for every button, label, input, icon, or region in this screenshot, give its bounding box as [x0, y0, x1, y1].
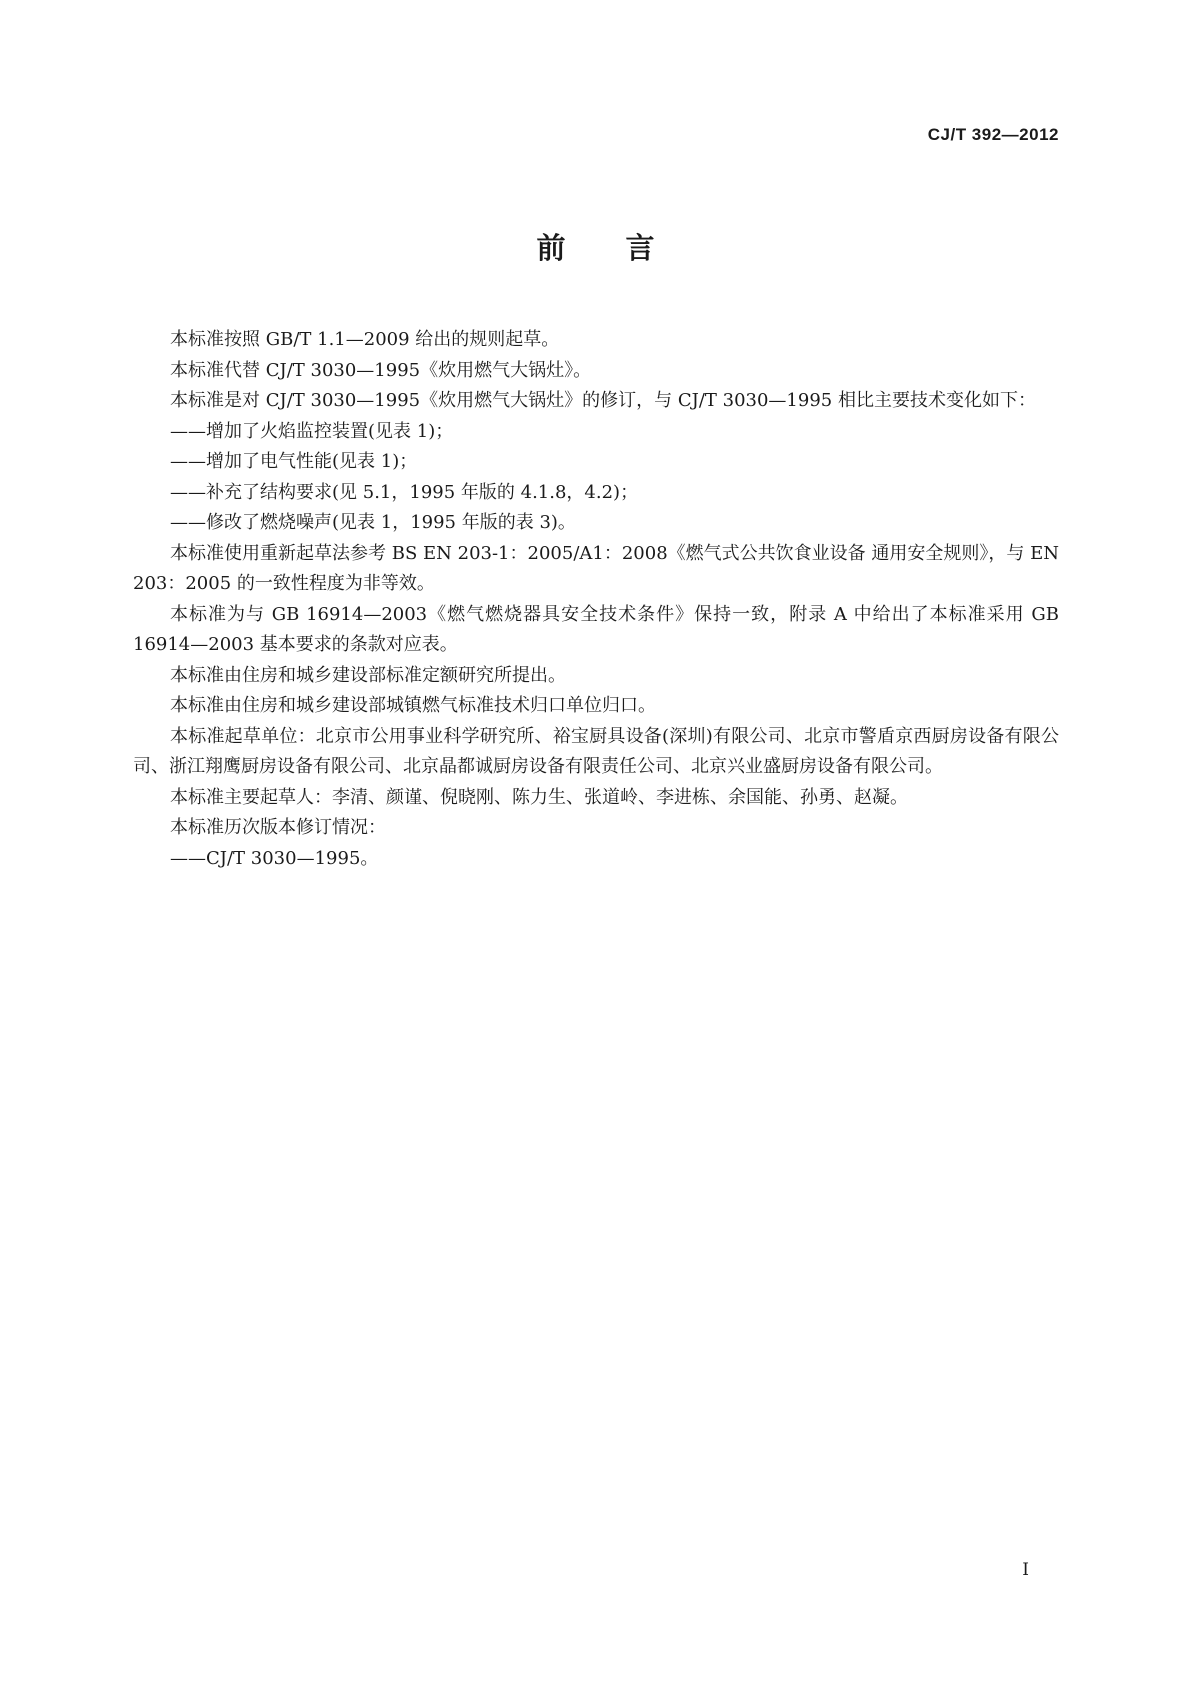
page-title: 前言 [536, 231, 715, 265]
paragraph: 本标准历次版本修订情况： [170, 817, 386, 838]
paragraph: 本标准由住房和城乡建设部标准定额研究所提出。 [170, 664, 566, 686]
paragraph: 本标准使用重新起草法参考 BS EN 203-1：2005/A1：2008《燃气式公共饮食业设备 通用安全规则》，与 EN 203：2005 的一致性程度为非等效。 [133, 542, 1059, 594]
paragraph: 本标准主要起草人：李清、颜谨、倪晓刚、陈力生、张道岭、李进栋、余国能、孙勇、赵凝。 [170, 786, 908, 808]
paragraph: 本标准是对 CJ/T 3030—1995《炊用燃气大锅灶》的修订，与 CJ/T 3030—1995 相比主要技术变化如下： [170, 390, 1036, 411]
standard-number: CJ/T 392—2012 [927, 125, 1059, 144]
foreword-body [133, 325, 1059, 874]
paragraph: 本标准按照 GB/T 1.1—2009 给出的规则起草。 [170, 329, 560, 350]
list-item: ——补充了结构要求(见 5.1，1995 年版的 4.1.8，4.2)； [170, 481, 639, 503]
list-item: ——修改了燃烧噪声(见表 1，1995 年版的表 3)。 [170, 512, 576, 533]
list-item: ——增加了电气性能(见表 1)； [170, 451, 418, 472]
paragraph: 本标准为与 GB 16914—2003《燃气燃烧器具安全技术条件》保持一致，附录 A 中给出了本标准采用 GB 16914—2003 基本要求的条款对应表。 [133, 603, 1059, 655]
paragraph: 本标准代替 CJ/T 3030—1995《炊用燃气大锅灶》。 [170, 359, 592, 381]
list-item: ——增加了火焰监控装置(见表 1)； [170, 420, 454, 442]
page-number: I [1022, 1560, 1029, 1580]
paragraph: 本标准起草单位：北京市公用事业科学研究所、裕宝厨具设备(深圳)有限公司、北京市警盾京西厨房设备有限公司、浙江翔鹰厨房设备有限公司、北京晶都诚厨房设备有限责任公司、北京兴业盛厨房设备有限公司。 [133, 725, 1059, 777]
paragraph: 本标准由住房和城乡建设部城镇燃气标准技术归口单位归口。 [170, 695, 656, 716]
list-item: ——CJ/T 3030—1995。 [170, 847, 379, 869]
